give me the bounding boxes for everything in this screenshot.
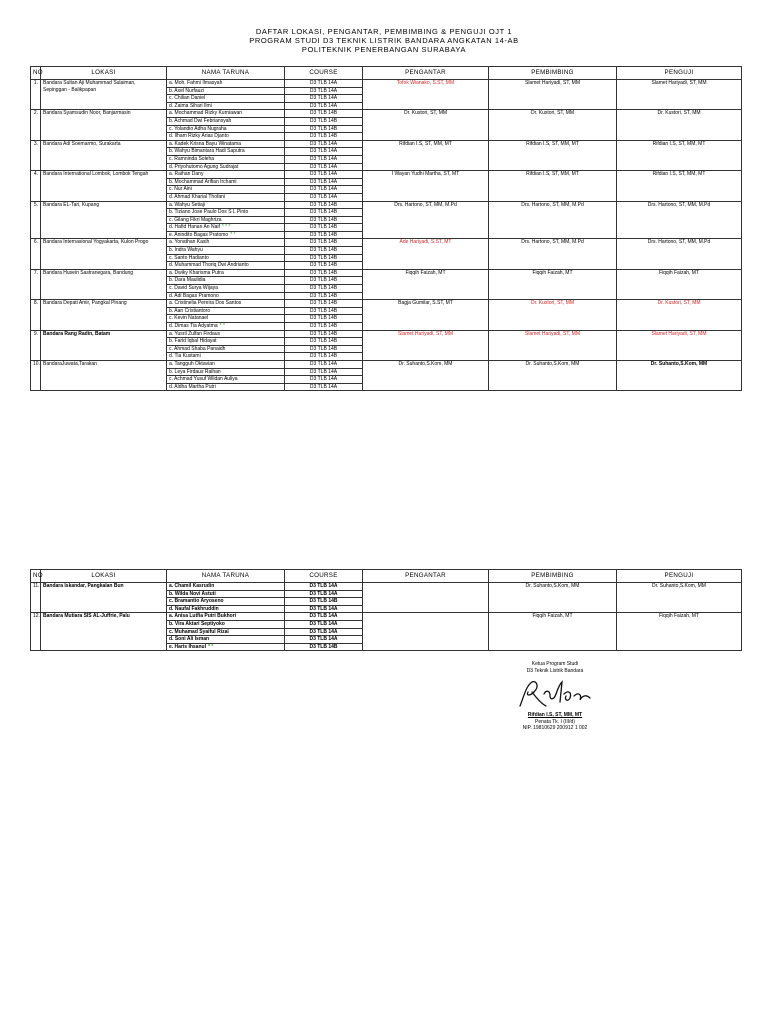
course-cell: D3 TLB 14A <box>285 376 363 384</box>
signature-title: Ketua Program Studi <box>531 661 579 667</box>
course-cell: D3 TLB 14A <box>285 95 363 103</box>
lokasi-text: Bandara Sultan Aji Muhammad Sulaiman, <box>43 80 136 86</box>
pembimbing-cell: Dr. Kustori, ST, MM <box>489 300 617 330</box>
student-name-text: b. Wahyu Bimantara Hadi Saputra <box>169 148 245 155</box>
course-cell: D3 TLB 14A <box>285 155 363 163</box>
lokasi-text: Bandara Husein Sastranegara, Bandung <box>43 269 134 276</box>
lokasi-text: Bandara Iskandar, Pangkalan Bun <box>43 583 124 589</box>
penguji-cell: Rifdian I.S, ST, MM, MT <box>617 140 742 170</box>
penguji-cell: Dr. Suhanto,S.Kom, MM <box>617 583 742 613</box>
col-nama-taruna: NAMA TARUNA <box>167 570 285 583</box>
student-name <box>167 178 285 186</box>
row-number: 2. <box>31 110 41 140</box>
student-name-text: b. Farid Iqbal Hidayat <box>169 338 217 345</box>
student-name <box>167 285 285 293</box>
student-name-text: d. Aldha Martha Putri <box>169 383 216 390</box>
row-number: 7. <box>31 269 41 299</box>
course-cell: D3 TLB 14B <box>285 345 363 353</box>
pembimbing-cell: Dr. Suhanto,S.Kom, MM <box>489 583 617 613</box>
course-cell: D3 TLB 14A <box>285 186 363 194</box>
course-cell: D3 TLB 14A <box>285 583 363 591</box>
student-name-text: c. Kevin Natanael <box>169 315 209 322</box>
student-name-text: a. Dwiky Kharisma Putra <box>169 269 224 276</box>
student-name <box>167 110 285 118</box>
student-name <box>167 201 285 209</box>
course-cell: D3 TLB 14B <box>285 643 363 651</box>
lokasi-cell <box>41 269 167 299</box>
lokasi-text: BandaraJuwata,Tarakan <box>43 360 97 367</box>
pengantar-cell: Bagja Gumilar, S.ST, MT <box>363 300 489 330</box>
row-number: 6. <box>31 239 41 269</box>
row-number: 8. <box>31 300 41 330</box>
green-mark: * * <box>219 323 225 329</box>
lokasi-cell <box>41 140 167 170</box>
course-cell: D3 TLB 14B <box>285 247 363 255</box>
student-name-text: d. Adi Bagas Pramono <box>169 292 219 299</box>
student-name-text: d. Soni Ali Isman <box>169 636 210 643</box>
student-name <box>167 102 285 110</box>
pembimbing-cell: Rifdian I.S, ST, MM, MT <box>489 171 617 201</box>
student-name-text: b. Aan Cristiantoro <box>169 307 211 314</box>
table-row <box>31 300 742 308</box>
pengantar-cell: Ade Hariyadi, S.ST, MT <box>363 239 489 269</box>
table-header-row <box>31 67 742 80</box>
course-cell: D3 TLB 14A <box>285 163 363 171</box>
pembimbing-cell: Dr. Kustori, ST, MM <box>489 110 617 140</box>
pembimbing-cell: Slamet Hariyadi, ST, MM <box>489 80 617 110</box>
course-cell: D3 TLB 14B <box>285 330 363 338</box>
student-name <box>167 315 285 323</box>
student-name <box>167 636 285 644</box>
course-cell: D3 TLB 14B <box>285 598 363 606</box>
row-number: 4. <box>31 171 41 201</box>
student-name-text: a. Kadek Krisna Bayu Winatama <box>169 140 241 147</box>
student-name <box>167 209 285 217</box>
pembimbing-cell: Rifdian I.S, ST, MM, MT <box>489 140 617 170</box>
student-name-text: b. Axel Nurfauzi <box>169 87 205 94</box>
student-name <box>167 368 285 376</box>
table-row <box>31 201 742 209</box>
student-name <box>167 300 285 308</box>
student-name <box>167 269 285 277</box>
student-name <box>167 155 285 163</box>
student-name <box>167 87 285 95</box>
pengantar-cell <box>363 583 489 613</box>
course-cell: D3 TLB 14B <box>285 125 363 133</box>
student-name <box>167 613 285 621</box>
pembimbing-cell: Drs. Hartono, ST, MM, M.Pd <box>489 201 617 239</box>
student-name-text: d. Zaima Sihari Ilmi <box>169 102 212 109</box>
student-name-text: b. Achmad Dwi Febriansyah <box>169 117 232 124</box>
table-row <box>31 583 742 591</box>
penguji-cell: Rifdian I.S, ST, MM, MT <box>617 171 742 201</box>
student-name-text: a. Tangguh Oktavian <box>169 360 215 367</box>
course-cell: D3 TLB 14B <box>285 216 363 224</box>
course-cell: D3 TLB 14B <box>285 133 363 141</box>
table-row <box>31 80 742 88</box>
doc-title-line-1: DAFTAR LOKASI, PENGANTAR, PEMBIMBING & PENGUJI OJT 1 <box>255 27 513 36</box>
course-cell: D3 TLB 14B <box>285 292 363 300</box>
penguji-cell: Dr. Kustori, ST, MM <box>617 300 742 330</box>
lokasi-cell <box>41 171 167 201</box>
student-name <box>167 628 285 636</box>
col-pengantar: PENGANTAR <box>363 570 489 583</box>
lokasi-text: Bandara Syamsudin Noor, Banjarmasin <box>43 110 131 117</box>
lokasi-cell <box>41 330 167 360</box>
student-name-text: b. Mochammad Arifian Irchami <box>169 178 237 185</box>
course-cell: D3 TLB 14B <box>285 338 363 346</box>
student-name <box>167 186 285 194</box>
row-number: 11. <box>31 583 41 613</box>
course-cell: D3 TLB 14B <box>285 262 363 270</box>
lokasi-cell <box>41 201 167 239</box>
course-cell: D3 TLB 14A <box>285 613 363 621</box>
student-name-text: c. Yolandio Adha Nugraha <box>169 125 227 132</box>
student-name <box>167 133 285 141</box>
student-name <box>167 80 285 88</box>
student-name <box>167 620 285 628</box>
pengantar-cell: Slamet Hariyadi, ST, MM <box>363 330 489 360</box>
student-name-text: c. David Surya Wijaya <box>169 285 218 292</box>
lokasi-text: Bandara International Lombok, Lombok Tengah <box>43 171 149 178</box>
col-penguji: PENGUJI <box>617 570 742 583</box>
course-cell: D3 TLB 14B <box>285 353 363 361</box>
student-name-text: b. Vira Aktari Septiyoko <box>169 620 225 627</box>
row-number: 9. <box>31 330 41 360</box>
student-name <box>167 345 285 353</box>
student-name-text: c. Muhamad Syaiful Rizal <box>169 628 229 635</box>
pembimbing-cell: Fiqqih Faizah, MT <box>489 613 617 651</box>
penguji-cell: Dr. Kustori, ST, MM <box>617 110 742 140</box>
lokasi-text: Bandara Adi Soemarmo, Surakarta <box>43 140 121 147</box>
lokasi-text: Bandara EL-Tari, Kupang <box>43 201 100 208</box>
handwritten-signature <box>510 676 600 712</box>
student-name-text: b. Dara Maulidia <box>169 277 206 284</box>
penguji-cell: Slamet Hariyadi, ST, MM <box>617 330 742 360</box>
penguji-cell: Fiqqih Faizah, MT <box>617 269 742 299</box>
table-row <box>31 239 742 247</box>
student-name <box>167 323 285 331</box>
pembimbing-cell: Fiqqih Faizah, MT <box>489 269 617 299</box>
student-name-text: a. Cristinelia Pereira Dos Santos <box>169 300 242 307</box>
lokasi-cell <box>41 300 167 330</box>
pembimbing-cell: Drs. Hartono, ST, MM, M.Pd <box>489 239 617 269</box>
row-number: 5. <box>31 201 41 239</box>
lokasi-cell <box>41 80 167 110</box>
table-row <box>31 613 742 621</box>
student-name-text: d. Naufal Fakhruddin <box>169 605 219 612</box>
lokasi-cell <box>41 239 167 269</box>
course-cell: D3 TLB 14A <box>285 383 363 391</box>
student-name-text: d. Hafid Hanan An Naif <box>169 224 220 231</box>
pengantar-cell <box>363 613 489 651</box>
signature-rank: Penata Tk. I (III/d) <box>535 718 575 725</box>
course-cell: D3 TLB 14A <box>285 178 363 186</box>
course-cell: D3 TLB 14B <box>285 110 363 118</box>
table-row <box>31 110 742 118</box>
course-cell: D3 TLB 14B <box>285 201 363 209</box>
student-name <box>167 254 285 262</box>
student-name <box>167 307 285 315</box>
green-mark: * * <box>230 231 236 238</box>
penguji-cell: Fiqqih Faizah, MT <box>617 613 742 651</box>
student-name-text: e. Haris Ihsanul <box>169 643 206 650</box>
student-name <box>167 383 285 391</box>
signature-name: Rifdian I.S, ST, MM, MT <box>527 712 583 718</box>
student-name-text: b. Wilda Novi Astuti <box>169 590 216 597</box>
course-cell: D3 TLB 14B <box>285 239 363 247</box>
student-name-text: c. Santo Hadianto <box>169 254 209 261</box>
student-name <box>167 95 285 103</box>
table-row <box>31 360 742 368</box>
student-name <box>167 231 285 239</box>
row-number: 1. <box>31 80 41 110</box>
course-cell: D3 TLB 14B <box>285 269 363 277</box>
student-name-text: a. Mochammad Rizky Kurniawan <box>169 110 243 117</box>
table-row <box>31 269 742 277</box>
student-name <box>167 140 285 148</box>
doc-title-line-3: POLITEKNIK PENERBANGAN SURABAYA <box>301 45 467 54</box>
student-name <box>167 148 285 156</box>
lokasi-text: Bandara Mutiara SIS AL-Juffrie, Palu <box>43 613 130 620</box>
lokasi-cell <box>41 110 167 140</box>
student-name <box>167 583 285 591</box>
pembimbing-cell: Dr. Suhanto,S.Kom, MM <box>489 360 617 390</box>
course-cell: D3 TLB 14A <box>285 87 363 95</box>
course-cell: D3 TLB 14B <box>285 277 363 285</box>
student-name <box>167 353 285 361</box>
course-cell: D3 TLB 14A <box>285 102 363 110</box>
student-name <box>167 598 285 606</box>
course-cell: D3 TLB 14A <box>285 140 363 148</box>
pengantar-cell: Rifdian I.S, ST, MM, MT <box>363 140 489 170</box>
student-name <box>167 239 285 247</box>
course-cell: D3 TLB 14B <box>285 254 363 262</box>
student-name-text: a. Moh. Fahmi Ilmasyah <box>169 80 223 86</box>
row-number: 12. <box>31 613 41 651</box>
table-header-row <box>31 570 742 583</box>
col-no: NO <box>31 570 41 583</box>
lokasi-cell <box>41 613 167 651</box>
student-name <box>167 643 285 651</box>
col-pembimbing: PEMBIMBING <box>489 67 617 80</box>
course-cell: D3 TLB 14B <box>285 300 363 308</box>
student-name-text: b. Indra Wahyu <box>169 247 203 254</box>
lokasi-text: Sepinggan - Balikpapan <box>43 86 97 93</box>
pengantar-cell: Dr. Kustori, ST, MM <box>363 110 489 140</box>
col-nama-taruna: NAMA TARUNA <box>167 67 285 80</box>
student-name-text: c. Ahmad Shaba Panaidh <box>169 345 226 352</box>
student-name-text: a. Chamil Kasrudin <box>169 583 215 589</box>
student-name-text: c. Chilian Daniel <box>169 95 206 102</box>
penguji-cell: Dr. Suhanto,S.Kom, MM <box>617 360 742 390</box>
green-mark: * * * <box>221 224 231 231</box>
student-name <box>167 163 285 171</box>
signature-nip: NIP. 19810629 200912 1 002 <box>522 725 588 731</box>
student-name <box>167 262 285 270</box>
student-name <box>167 360 285 368</box>
course-cell: D3 TLB 14B <box>285 231 363 239</box>
lokasi-text: Bandara Internasional Yogyakarta, Kulon Progo <box>43 239 149 246</box>
lokasi-cell <box>41 360 167 390</box>
course-cell: D3 TLB 14A <box>285 193 363 201</box>
course-cell: D3 TLB 14A <box>285 360 363 368</box>
course-cell: D3 TLB 14A <box>285 620 363 628</box>
row-number: 3. <box>31 140 41 170</box>
penguji-cell: Drs. Hartono, ST, MM, M.Pd <box>617 239 742 269</box>
table-row <box>31 140 742 148</box>
course-cell: D3 TLB 14A <box>285 80 363 88</box>
student-name <box>167 330 285 338</box>
student-name-text: a. Yusril Zulfan Firdaus <box>169 330 221 337</box>
lokasi-text: Bandara Depati Amir, Pangkal Pinang <box>43 300 127 307</box>
col-no: NO <box>31 67 41 80</box>
pengantar-cell: Tofok Wianako, S.ST, MM <box>363 80 489 110</box>
pengantar-cell: Fiqqih Faizah, MT <box>363 269 489 299</box>
course-cell: D3 TLB 14B <box>285 209 363 217</box>
student-name-text: c. Nur Aini <box>169 186 192 193</box>
student-name-text: d. Muhammad Thoriq Dwi Andrianto <box>169 262 249 269</box>
student-name <box>167 171 285 179</box>
course-cell: D3 TLB 14B <box>285 117 363 125</box>
student-name-text: a. Wahyu Setiaji <box>169 201 205 208</box>
pengantar-cell: Drs. Hartono, ST, MM, M.Pd <box>363 201 489 239</box>
student-name-text: c. Achmad Yusuf Wildan Auliya <box>169 376 238 383</box>
student-name-text: b. Tiziano Jose Paulo Dos S L Pinto <box>169 209 249 216</box>
student-name-text: a. Yonathan Kasih <box>169 239 210 246</box>
student-name <box>167 216 285 224</box>
student-name-text: d. Tia Kustami <box>169 353 201 360</box>
signature-block <box>495 661 615 732</box>
assignment-table-2 <box>30 569 742 651</box>
col-course: COURSE <box>285 570 363 583</box>
pengantar-cell: Dr. Suhanto,S.Kom, MM <box>363 360 489 390</box>
col-lokasi: LOKASI <box>41 67 167 80</box>
course-cell: D3 TLB 14A <box>285 590 363 598</box>
student-name <box>167 292 285 300</box>
col-course: COURSE <box>285 67 363 80</box>
student-name <box>167 193 285 201</box>
course-cell: D3 TLB 14B <box>285 315 363 323</box>
course-cell: D3 TLB 14B <box>285 285 363 293</box>
penguji-cell: Slamet Hariyadi, ST, MM <box>617 80 742 110</box>
pengantar-cell: I Wayan Yudhi Martha, ST, MT <box>363 171 489 201</box>
col-pembimbing: PEMBIMBING <box>489 570 617 583</box>
pembimbing-cell: Slamet Hariyadi, ST, MM <box>489 330 617 360</box>
student-name-text: c. Gilang Fikri Maghriza <box>169 216 222 223</box>
student-name <box>167 247 285 255</box>
green-mark: * * <box>207 643 214 650</box>
course-cell: D3 TLB 14A <box>285 636 363 644</box>
col-pengantar: PENGANTAR <box>363 67 489 80</box>
lokasi-text: Bandara Rang Radin, Batam <box>43 330 111 337</box>
student-name-text: c. Bramantio Aryoseno <box>169 598 224 605</box>
student-name <box>167 605 285 613</box>
doc-title-line-2: PROGRAM STUDI D3 TEKNIK LISTRIK BANDARA ANGKATAN 14-AB <box>249 36 519 45</box>
student-name <box>167 224 285 232</box>
assignment-table-1 <box>30 66 742 391</box>
course-cell: D3 TLB 14B <box>285 224 363 232</box>
student-name-text: a. Raihan Dany <box>169 171 204 178</box>
student-name-text: d. Dimas Tia Adyatma <box>169 323 218 329</box>
student-name-text: d. Ilham Rizky Arias Djanto <box>169 133 229 140</box>
student-name-text: d. Priyohutomo Agung Sudrajat <box>169 163 239 170</box>
student-name <box>167 277 285 285</box>
course-cell: D3 TLB 14B <box>285 323 363 331</box>
student-name-text: d. Ahmad Kharial Thofani <box>169 193 226 200</box>
student-name-text: b. Leya Firdaus Raihan <box>169 368 221 375</box>
course-cell: D3 TLB 14A <box>285 628 363 636</box>
penguji-cell: Drs. Hartono, ST, MM, M.Pd <box>617 201 742 239</box>
student-name-text: c. Ramninda Soleha <box>169 155 215 162</box>
table-row <box>31 171 742 179</box>
course-cell: D3 TLB 14A <box>285 148 363 156</box>
student-name <box>167 117 285 125</box>
course-cell: D3 TLB 14B <box>285 307 363 315</box>
student-name-text: e. Anindito Bagas Pratomo <box>169 231 229 238</box>
table-row <box>31 330 742 338</box>
student-name <box>167 590 285 598</box>
course-cell: D3 TLB 14A <box>285 605 363 613</box>
course-cell: D3 TLB 14A <box>285 171 363 179</box>
student-name <box>167 338 285 346</box>
col-lokasi: LOKASI <box>41 570 167 583</box>
student-name-text: a. Anisa Lutfia Putri Bukhori <box>169 613 237 620</box>
signature-department: D3 Teknik Listrik Bandara <box>526 667 584 674</box>
course-cell: D3 TLB 14A <box>285 368 363 376</box>
student-name <box>167 125 285 133</box>
lokasi-cell <box>41 583 167 613</box>
row-number: 10. <box>31 360 41 390</box>
col-penguji: PENGUJI <box>617 67 742 80</box>
student-name <box>167 376 285 384</box>
